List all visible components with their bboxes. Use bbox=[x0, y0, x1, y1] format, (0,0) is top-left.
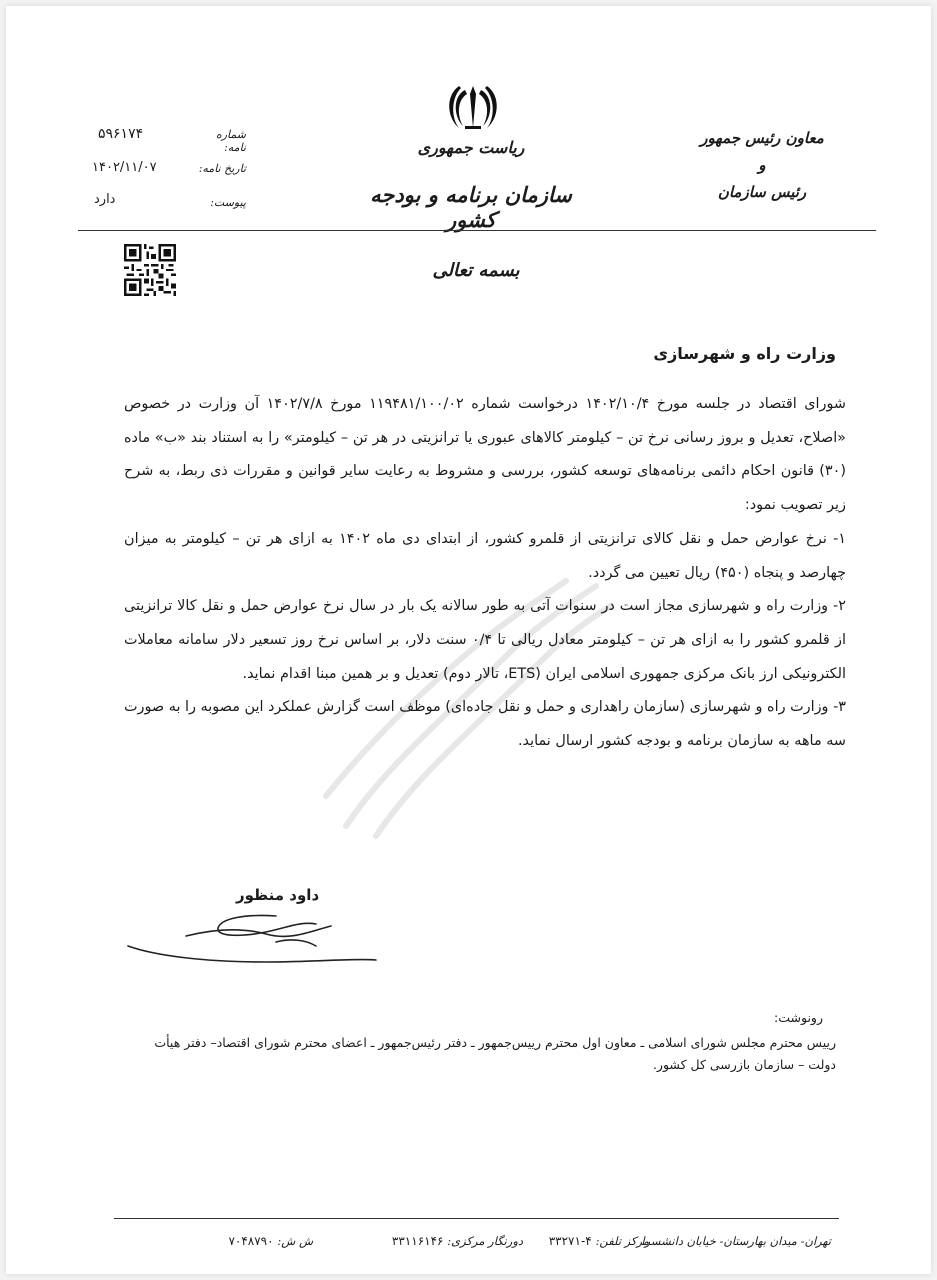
letter-number-value: ۵۹۶۱۷۴ bbox=[98, 126, 144, 142]
body-item-3: ۳- وزارت راه و شهرسازی (سازمان راهداری و حمل و نقل جاده‌ای) موظف است گزارش عملکرد این مصوبه را به صورت سه ماهه به سازمان برنامه و بودجه کشور ارسال نماید. bbox=[124, 699, 846, 750]
footer-id-label: ش ش: bbox=[277, 1234, 313, 1248]
letter-date-label: تاریخ نامه: bbox=[198, 162, 246, 175]
handwritten-signature bbox=[126, 876, 386, 986]
recipient: وزارت راه و شهرسازی bbox=[653, 344, 836, 363]
footer-fax-label: دورنگار مرکزی: bbox=[447, 1234, 523, 1248]
footer-id bbox=[228, 1234, 313, 1248]
sender-title-and: و bbox=[758, 156, 766, 174]
letter-date-value: ۱۴۰۲/۱۱/۰۷ bbox=[92, 160, 157, 175]
letter-body bbox=[124, 388, 846, 759]
letter-number-label: شماره نامه: bbox=[215, 128, 246, 154]
qr-code-icon bbox=[124, 244, 176, 296]
attachment-label: پیوست: bbox=[210, 196, 246, 209]
attachment-value: دارد bbox=[94, 192, 116, 207]
body-item-1: ۱- نرخ عوارض حمل و نقل کالای ترانزیتی از قلمرو کشور، از ابتدای دی ماه ۱۴۰۲ به ازای هر تن – کیلومتر به میزان چهارصد و پنجاه (۴۵۰) ریال تعیین می گردد. bbox=[124, 530, 846, 581]
signer-name: داود منظور bbox=[236, 886, 320, 904]
footer-phone bbox=[549, 1234, 649, 1248]
body-intro: شورای اقتصاد در جلسه مورخ ۱۴۰۲/۱۰/۴ درخواست شماره ۱۱۹۴۸۱/۱۰۰/۰۲ مورخ ۱۴۰۲/۷/۸ آن وزارت در خصوص «اصلاح، تعدیل و بروز رسانی نرخ تن – کیلومتر کالاهای عبوری یا ترانزیتی در هر تن – کیلومتر» را به استناد بند «ب» ماده (۳۰) قانون احکام دائمی برنامه‌های توسعه کشور، بررسی و مشروط به رعایت سایر قوانین و مقررات ذی ربط، به شرح زیر تصویب نمود: bbox=[124, 396, 846, 514]
iran-emblem-icon bbox=[443, 82, 503, 132]
footer-address-text: تهران- میدان بهارستان- خیابان دانشسرا bbox=[641, 1234, 831, 1248]
letter-page bbox=[6, 6, 931, 1274]
footer-fax bbox=[392, 1234, 523, 1248]
sender-title-line1: معاون رئیس جمهور bbox=[700, 129, 824, 147]
footer-address bbox=[641, 1234, 831, 1248]
cc-text: رییس محترم مجلس شورای اسلامی ـ معاون اول محترم رییس‌جمهور ـ دفتر رئیس‌جمهور ـ اعضای محترم شورای اقتصاد– دفتر هیأت دولت – سازمان بازرسی کل کشور. bbox=[154, 1035, 836, 1072]
footer-phone-value: ۴-۳۳۲۷۱ bbox=[548, 1234, 592, 1248]
cc-title: رونوشت: bbox=[774, 1010, 823, 1025]
invocation: بسمه تعالی bbox=[432, 260, 520, 281]
body-item-2: ۲- وزارت راه و شهرسازی مجاز است در سنوات آتی به طور سالانه یک بار در سال نرخ عوارض حمل و نقل کالا ترانزیتی از قلمرو کشور را به ازای هر تن – کیلومتر معادل ریالی تا ۰/۴ سنت دلار، بر اساس نرخ روز تسعیر دلار سامانه معاملات الکترونیکی ارز بانک مرکزی جمهوری اسلامی ایران (ETS، تالار دوم) تعدیل و بر همین مبنا اقدام نماید. bbox=[124, 598, 846, 682]
sender-title bbox=[677, 122, 847, 208]
header-divider bbox=[78, 230, 876, 231]
footer-id-value: ۷۰۴۸۷۹۰ bbox=[228, 1234, 274, 1248]
org-line1: ریاست جمهوری bbox=[417, 138, 525, 157]
footer-fax-value: ۳۳۱۱۶۱۴۶ bbox=[391, 1234, 444, 1248]
org-line2: سازمان برنامه و بودجه کشور bbox=[370, 182, 572, 232]
footer-divider bbox=[114, 1218, 839, 1219]
footer-phone-label: مرکز تلفن: bbox=[595, 1234, 649, 1248]
sender-title-line2: رئیس سازمان bbox=[717, 183, 807, 201]
